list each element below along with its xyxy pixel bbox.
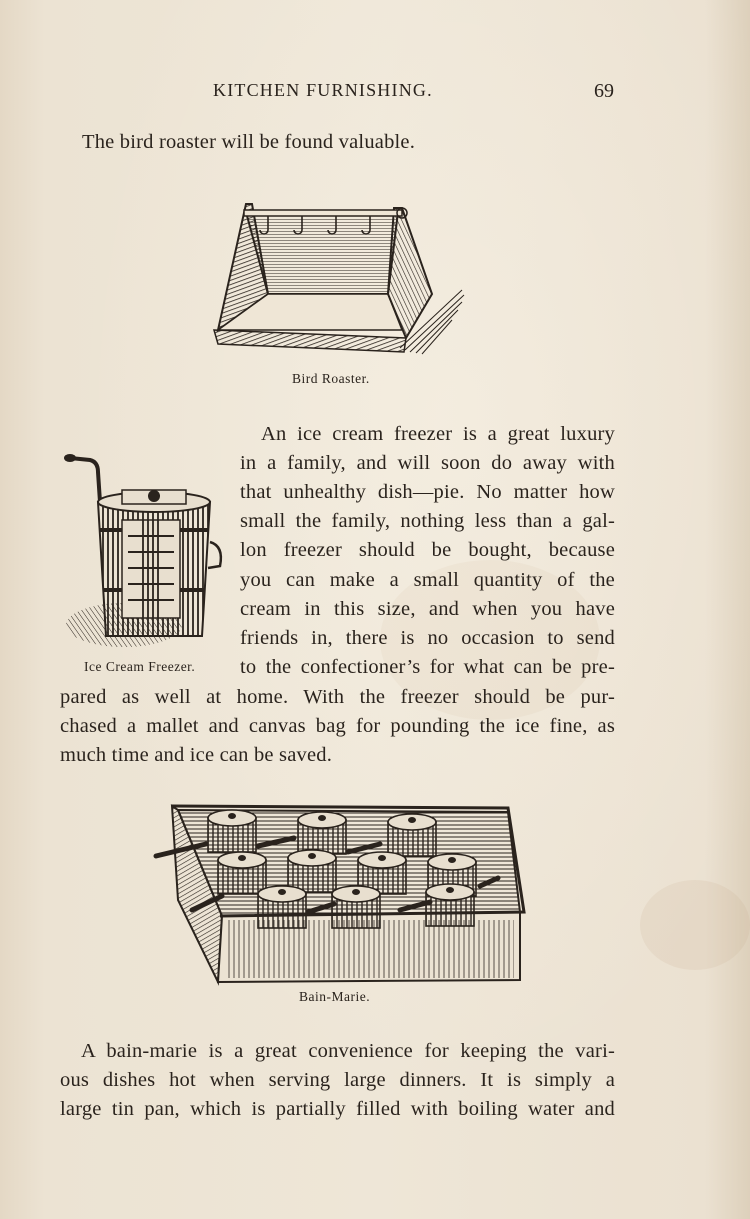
text-line: to the confectioner’s for what can be pre- bbox=[240, 656, 615, 678]
ice-cream-paragraph-line bbox=[240, 566, 615, 596]
text-line: you can make a small quantity of the bbox=[240, 569, 615, 591]
text-line: cream in this size, and when you have bbox=[240, 598, 615, 620]
text-line: that unhealthy dish—pie. No matter how bbox=[240, 481, 615, 503]
text-line: in a family, and will soon do away with bbox=[240, 452, 615, 474]
bird-roaster-illustration bbox=[210, 198, 470, 363]
ice-cream-paragraph-line: much time and ice can be saved. bbox=[60, 744, 333, 766]
page-header bbox=[0, 78, 750, 108]
ice-cream-paragraph-line bbox=[240, 653, 615, 683]
text-line: pared as well at home. With the freezer should be pur- bbox=[60, 686, 615, 708]
ice-cream-paragraph-line bbox=[261, 420, 615, 450]
text-line: ous dishes hot when serving large dinners. It is simply a bbox=[60, 1069, 615, 1091]
ice-cream-freezer-caption: Ice Cream Freezer. bbox=[84, 659, 196, 674]
ice-cream-paragraph-line bbox=[240, 478, 615, 508]
ice-cream-paragraph-line bbox=[60, 683, 615, 713]
ice-cream-paragraph-line bbox=[60, 712, 615, 742]
bain-marie-caption: Bain-Marie. bbox=[299, 989, 371, 1004]
paper-stain bbox=[640, 880, 750, 970]
text-line: A bain-marie is a great convenience for keeping the vari- bbox=[81, 1040, 615, 1062]
bird-roaster-paragraph: The bird roaster will be found valuable. bbox=[82, 131, 416, 153]
text-line: friends in, there is no occasion to send bbox=[240, 627, 615, 649]
ice-cream-paragraph-line bbox=[240, 507, 615, 537]
text-line: lon freezer should be bought, because bbox=[240, 539, 615, 561]
ice-cream-paragraph-line bbox=[240, 595, 615, 625]
ice-cream-freezer-illustration bbox=[62, 450, 227, 650]
bain-marie-paragraph-line bbox=[60, 1066, 615, 1096]
page-number: 69 bbox=[594, 80, 614, 102]
text-line: small the family, nothing less than a gal- bbox=[240, 510, 615, 532]
bain-marie-paragraph-line bbox=[60, 1037, 615, 1067]
ice-cream-paragraph-line bbox=[240, 536, 615, 566]
text-line: chased a mallet and canvas bag for pounding the ice fine, as bbox=[60, 715, 615, 737]
text-line: large tin pan, which is partially filled with boiling water and bbox=[60, 1098, 615, 1120]
ice-cream-paragraph-line bbox=[240, 449, 615, 479]
bain-marie-illustration bbox=[148, 800, 528, 985]
running-title: KITCHEN FURNISHING. bbox=[213, 80, 433, 100]
ice-cream-paragraph-line bbox=[240, 624, 615, 654]
bain-marie-paragraph-line bbox=[60, 1095, 615, 1125]
bird-roaster-caption: Bird Roaster. bbox=[292, 371, 370, 386]
text-line: An ice cream freezer is a great luxury bbox=[261, 423, 615, 445]
